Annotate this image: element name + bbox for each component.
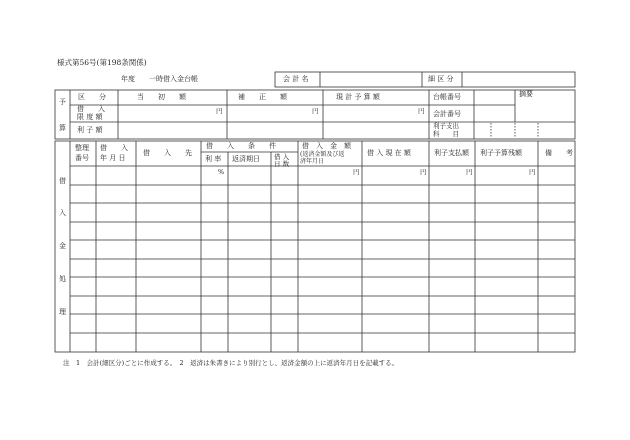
account-name-label: 会 計 名: [283, 75, 309, 83]
budget-row-limit-line1: 借 入: [77, 105, 105, 113]
form-number-title: 様式第56号(第198条関係): [57, 58, 147, 67]
ledger-h-interest-remaining: 利子予算残額: [480, 149, 522, 157]
budget-current-yen: 円: [418, 107, 425, 115]
budget-row-interest: 利 子 額: [77, 126, 103, 134]
fiscal-year-ledger-title: 年度 一時借入金台帳: [121, 75, 198, 83]
ledger-h-term: 返済期日: [232, 155, 260, 163]
ledger-h-amount-1: 借 入 金 額: [302, 142, 351, 150]
ledger-h-conditions: 借 入 条 件: [206, 142, 276, 150]
ledger-h-amount-3: 済年月日: [300, 158, 325, 165]
budget-col-correction: 補 正 額: [238, 93, 287, 101]
budget-side-label-2: 算: [59, 124, 66, 132]
ledger-h-balance: 借 入 現 在 額: [367, 149, 411, 157]
ledger-interest-paid-yen: 円: [466, 168, 473, 176]
ledger-h-days-2: 日 数: [274, 160, 290, 168]
ledger-interest-remaining-yen: 円: [529, 168, 536, 176]
ledger-h-seiri-1: 整理: [75, 144, 89, 152]
ledger-h-lender: 借 入 先: [143, 149, 192, 157]
ledger-amount-yen: 円: [353, 168, 360, 176]
ledger-h-remarks: 備 考: [545, 149, 573, 157]
ledger-rate-pct: %: [218, 168, 225, 176]
ledger-side-label-1: 借: [59, 177, 66, 185]
budget-col-initial: 当 初 額: [137, 93, 186, 101]
ledger-h-date-1: 借 入: [100, 144, 128, 152]
budget-side-label-1: 予: [59, 98, 66, 106]
ledger-h-amount-2: (返済金額及び返: [300, 151, 345, 158]
footer-note: 注 1 会計(細区分)ごとに作成する。 2 返済は朱書きにより別行とし、返済金額の上に返済年月日を記載する。: [63, 359, 399, 367]
ledger-h-rate: 利 率: [205, 155, 222, 163]
budget-interest-item-line1: 利子支出: [433, 122, 459, 130]
ledger-balance-yen: 円: [420, 168, 427, 176]
ledger-side-label-5: 理: [59, 308, 66, 316]
ledger-side-label-2: 入: [59, 209, 66, 217]
ledger-h-date-2: 年 月 日: [100, 154, 126, 162]
budget-account-no: 会計番号: [433, 110, 461, 118]
budget-initial-yen: 円: [216, 107, 223, 115]
ledger-side-label-4: 処: [59, 275, 66, 283]
budget-interest-item-line2: 科 目: [433, 130, 459, 138]
budget-col-ledger-no: 台帳番号: [433, 93, 461, 101]
budget-correction-yen: 円: [312, 107, 319, 115]
budget-row-limit-line2: 限 度 額: [77, 113, 103, 121]
ledger-h-days-1: 借 入: [274, 153, 290, 161]
ledger-side-label-3: 金: [59, 242, 66, 250]
subsection-label: 細 区 分: [428, 75, 454, 83]
ledger-h-interest-paid: 利子支払額: [434, 149, 469, 157]
budget-col-kubun: 区 分: [78, 93, 106, 101]
budget-col-current: 現 計 予 算 額: [336, 93, 380, 101]
budget-col-summary: 摘要: [519, 90, 533, 98]
ledger-h-seiri-2: 番号: [75, 154, 89, 162]
